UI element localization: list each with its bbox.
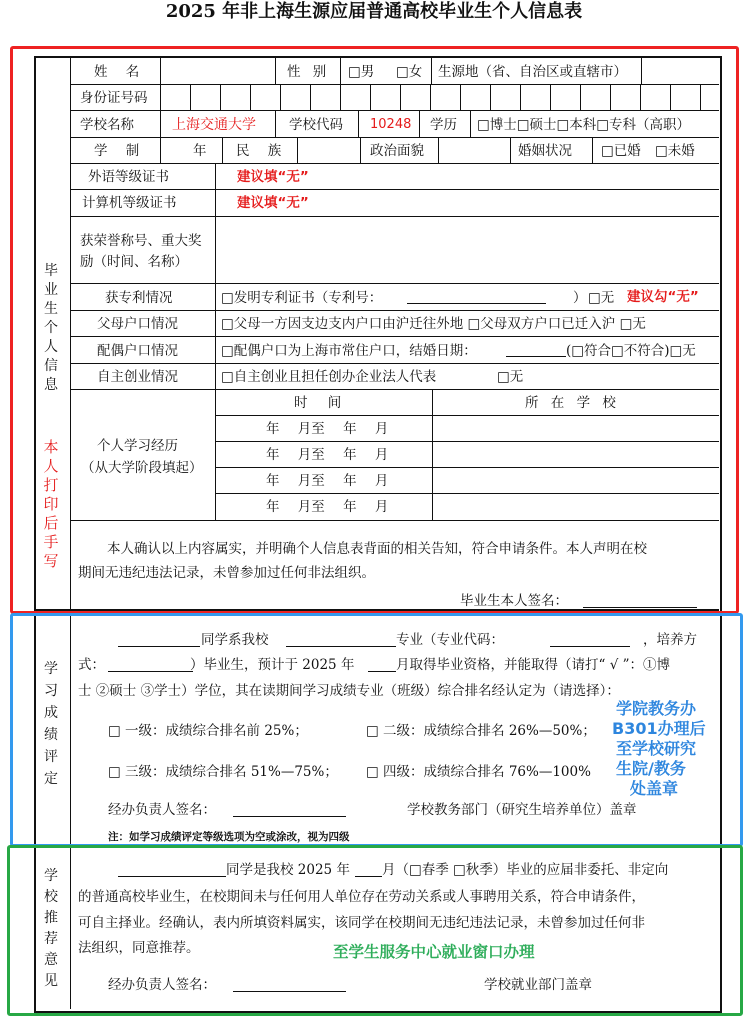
s3-line1-b: 月（□春季 □秋季）毕业的应届非委托、非定向 bbox=[382, 862, 669, 878]
s2-line2-b: ）毕业生，预计于 2025 年 bbox=[190, 657, 355, 673]
section2-side-label: 学习成绩评定 bbox=[44, 661, 58, 787]
checkbox-female[interactable]: □女 bbox=[396, 64, 423, 80]
checkbox-male[interactable]: □男 bbox=[348, 64, 375, 80]
label-name: 姓 名 bbox=[94, 64, 140, 80]
language-cert-hint: 建议填“无” bbox=[237, 169, 309, 185]
label-degree: 学历 bbox=[430, 117, 457, 133]
s2-line1-b: 专业（专业代码： bbox=[396, 632, 504, 648]
s2-line1-a: 同学系我校 bbox=[201, 632, 269, 648]
s2-line3: 士 ②硕士 ③学士）学位，其在读期间学习成绩专业（班级）综合排名经认定为（请选择）： bbox=[78, 683, 620, 699]
degree-options[interactable]: □博士□硕士□本科□专科（高职） bbox=[477, 117, 691, 133]
s2-hint-line-3: 至学校研究 bbox=[616, 739, 697, 758]
label-id-number: 身份证号码 bbox=[80, 90, 148, 106]
annotation-box-blue bbox=[10, 613, 743, 847]
label-spouse: 配偶户口情况 bbox=[97, 343, 178, 359]
study-row-1-time[interactable]: 年 月至 年 月 bbox=[266, 421, 389, 437]
s3-hint: 至学生服务中心就业窗口办理 bbox=[333, 943, 535, 961]
level-4-option[interactable]: □ 四级：成绩综合排名 76%—100% bbox=[366, 764, 591, 780]
label-student-signature: 毕业生本人签名： bbox=[460, 593, 568, 609]
patent-text[interactable]: □发明专利证书（专利号： bbox=[221, 290, 383, 306]
label-language-cert: 外语等级证书 bbox=[88, 169, 169, 185]
study-row-4-time[interactable]: 年 月至 年 月 bbox=[266, 499, 389, 515]
label-origin: 生源地（省、自治区或直辖市） bbox=[438, 64, 627, 80]
s2-line1-c: ，培养方 bbox=[643, 632, 697, 648]
label-patent: 获专利情况 bbox=[105, 290, 173, 306]
section1-side-note: 本人打印后手写 bbox=[43, 438, 59, 570]
label-politics: 政治面貌 bbox=[370, 143, 424, 159]
declaration-line-2: 期间无违纪违法记录，未曾参加过任何非法组织。 bbox=[78, 565, 375, 581]
startup-text[interactable]: □自主创业且担任创办企业法人代表 bbox=[221, 369, 437, 385]
level-2-option[interactable]: □ 二级：成绩综合排名 26%—50%； bbox=[366, 723, 596, 739]
annotation-box-green bbox=[7, 845, 743, 1016]
label-school-code: 学校代码 bbox=[289, 117, 343, 133]
s2-hint-line-1: 学院教务办 bbox=[616, 699, 697, 718]
label-marital: 婚姻状况 bbox=[518, 143, 572, 159]
page-title: 2025 年非上海生源应届普通高校毕业生个人信息表 bbox=[165, 1, 583, 22]
label-computer-cert: 计算机等级证书 bbox=[82, 195, 177, 211]
header-time: 时 间 bbox=[294, 395, 342, 411]
s3-line4: 法组织，同意推荐。 bbox=[78, 940, 200, 956]
label-s2-signer: 经办负责人签名： bbox=[108, 802, 216, 818]
header-school: 所 在 学 校 bbox=[525, 395, 616, 411]
study-row-3-time[interactable]: 年 月至 年 月 bbox=[266, 473, 389, 489]
checkbox-startup-none[interactable]: □无 bbox=[497, 369, 524, 385]
checkbox-unmarried[interactable]: □未婚 bbox=[655, 143, 695, 159]
s3-line3: 可自主择业。经确认，表内所填资料属实，该同学在校期间无违纪违法记录，未曾参加过任何非 bbox=[78, 915, 645, 931]
declaration-line-1: 本人确认以上内容属实，并明确个人信息表背面的相关告知，符合申请条件。本人声明在校 bbox=[107, 541, 647, 557]
computer-cert-hint: 建议填“无” bbox=[237, 195, 309, 211]
label-startup: 自主创业情况 bbox=[97, 369, 178, 385]
label-ethnicity: 民 族 bbox=[236, 143, 282, 159]
s3-stamp: 学校就业部门盖章 bbox=[484, 977, 592, 993]
label-school-name: 学校名称 bbox=[80, 117, 134, 133]
label-honors-1: 获荣誉称号、重大奖 bbox=[80, 233, 202, 249]
s2-hint-line-4: 生院/教务 bbox=[616, 759, 686, 778]
label-parents: 父母户口情况 bbox=[97, 316, 178, 332]
label-study-history: 个人学习经历 bbox=[97, 438, 178, 454]
s2-line2-a: 式： bbox=[78, 657, 105, 673]
s2-stamp: 学校教务部门（研究生培养单位）盖章 bbox=[407, 802, 637, 818]
label-s3-signer: 经办负责人签名： bbox=[108, 977, 216, 993]
s3-line2: 的普通高校毕业生，在校期间未与任何用人单位存在劳动关系或人事聘用关系，符合申请条件， bbox=[78, 889, 645, 905]
patent-close: ） bbox=[573, 290, 587, 306]
s2-line2-c: 月取得毕业资格，并能取得（请打“ √ ”：①博 bbox=[396, 657, 670, 673]
s2-hint-line-5: 处盖章 bbox=[630, 779, 679, 798]
parents-options[interactable]: □父母一方因支边支内户口由沪迁往外地 □父母双方户口已迁入沪 □无 bbox=[221, 316, 646, 332]
spouse-text[interactable]: □配偶户口为上海市常住户口，结婚日期： bbox=[221, 343, 477, 359]
spouse-options[interactable]: (□符合□不符合)□无 bbox=[566, 343, 696, 359]
label-duration: 学 制 bbox=[94, 143, 140, 159]
study-row-2-time[interactable]: 年 月至 年 月 bbox=[266, 447, 389, 463]
level-3-option[interactable]: □ 三级：成绩综合排名 51%—75%； bbox=[108, 764, 338, 780]
s2-hint-line-2: B301办理后 bbox=[612, 719, 706, 738]
section1-side-label: 毕业生个人信息 bbox=[44, 263, 58, 393]
label-study-history-note: （从大学阶段填起） bbox=[81, 460, 203, 476]
label-honors-2: 励（时间、名称） bbox=[80, 254, 188, 270]
s2-note: 注：如学习成绩评定等级选项为空或涂改，视为四级 bbox=[108, 831, 350, 843]
patent-hint: 建议勾“无” bbox=[627, 289, 699, 305]
school-code-value: 10248 bbox=[370, 117, 412, 132]
annotation-box-red bbox=[10, 46, 739, 614]
checkbox-patent-none[interactable]: □无 bbox=[588, 290, 615, 306]
checkbox-married[interactable]: □已婚 bbox=[601, 143, 641, 159]
school-name-value: 上海交通大学 bbox=[172, 117, 256, 133]
s3-line1-a: 同学是我校 2025 年 bbox=[226, 862, 350, 878]
level-1-option[interactable]: □ 一级：成绩综合排名前 25%； bbox=[108, 723, 308, 739]
label-year: 年 bbox=[193, 143, 207, 159]
label-gender: 性 别 bbox=[287, 64, 327, 80]
section3-side-label: 学校推荐意见 bbox=[44, 868, 58, 989]
